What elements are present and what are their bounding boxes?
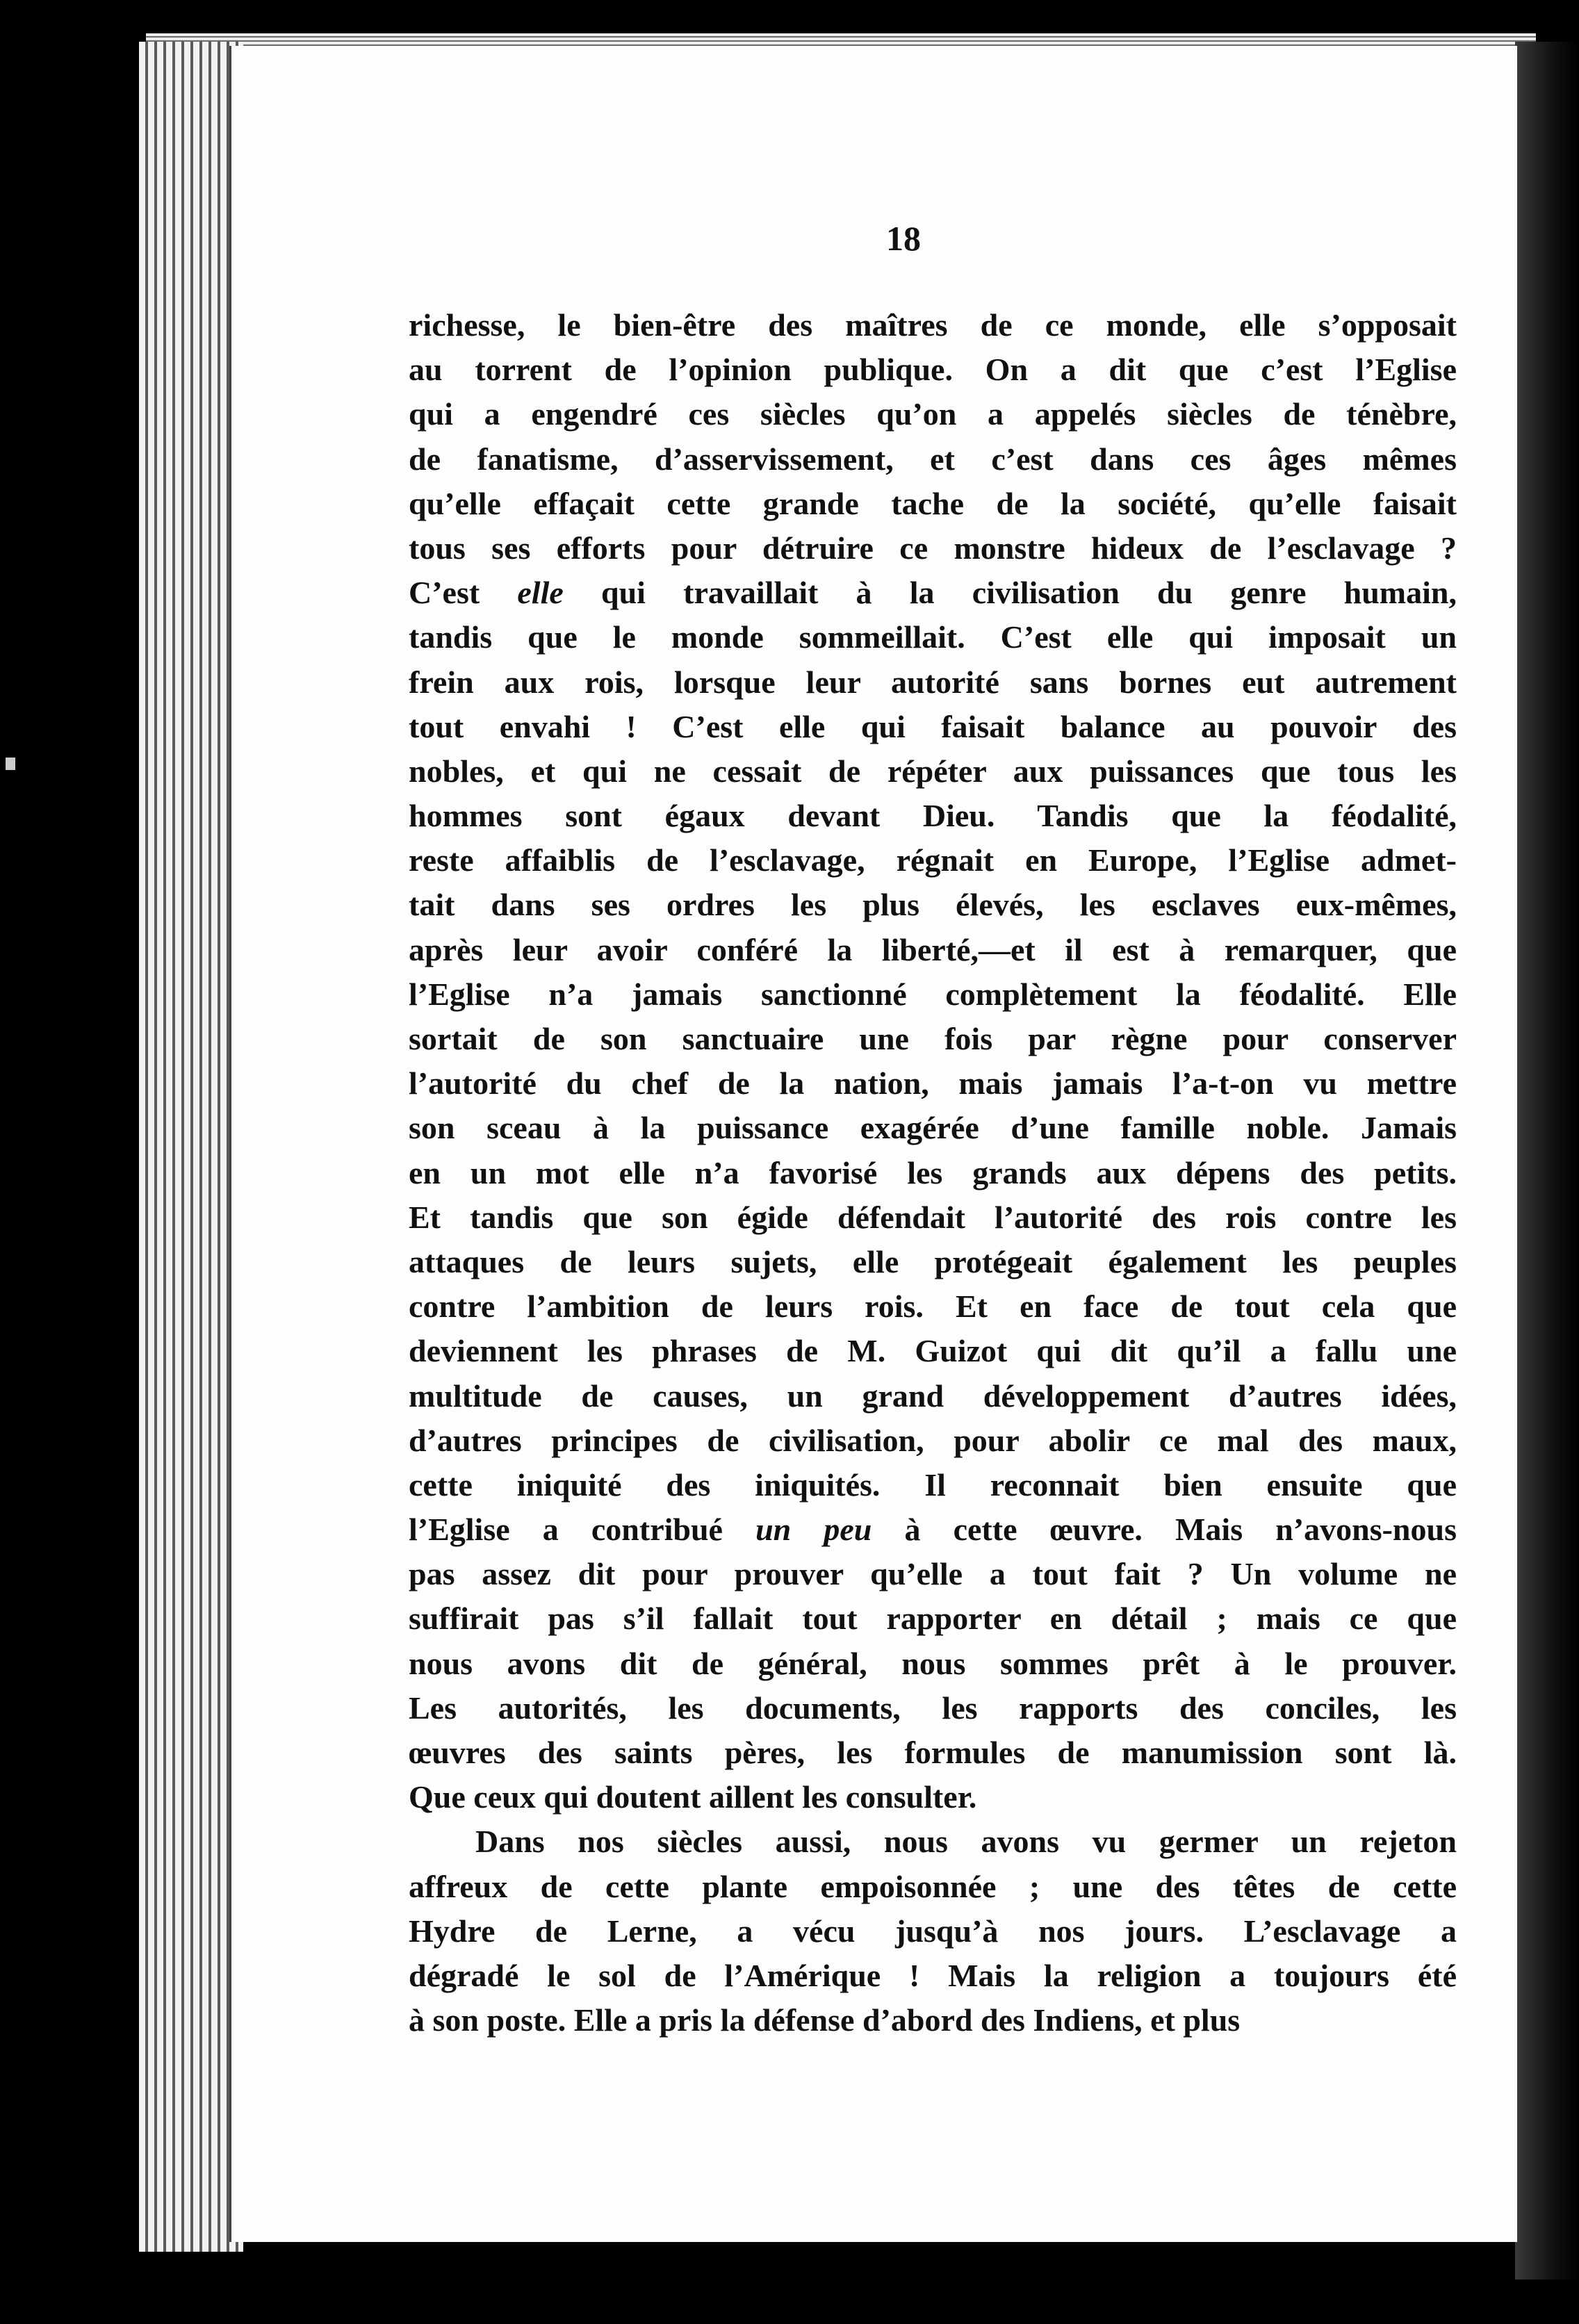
scan-speck — [6, 758, 15, 770]
text-line: suffirait pas s’il fallait tout rapporter en détail ; mais ce que — [409, 1601, 1457, 1637]
text-line: en un mot elle n’a favorisé les grands aux dépens des petits. — [409, 1154, 1457, 1190]
text-line: C’est elle qui travaillait à la civilisation du genre humain, — [409, 575, 1457, 611]
text-line: tandis que le monde sommeillait. C’est elle qui imposait un — [409, 619, 1457, 655]
text-line: deviennent les phrases de M. Guizot qui dit qu’il a fallu une — [409, 1333, 1457, 1369]
text-line: sortait de son sanctuaire une fois par règne pour conserver — [409, 1021, 1457, 1056]
italic-emphasis: un peu — [755, 1512, 872, 1548]
text-line: tout envahi ! C’est elle qui faisait balance au pouvoir des — [409, 708, 1457, 744]
page-number: 18 — [886, 219, 921, 258]
text-line: à son poste. Elle a pris la défense d’abord des Indiens, et plus — [409, 2002, 1241, 2038]
text-line: au torrent de l’opinion publique. On a dit que c’est l’Eglise — [409, 352, 1457, 388]
text-line: nous avons dit de général, nous sommes prêt à le prouver. — [409, 1645, 1457, 1681]
body-text — [409, 303, 1457, 2043]
text-line: d’autres principes de civilisation, pour abolir ce mal des maux, — [409, 1422, 1457, 1458]
text-line: attaques de leurs sujets, elle protégeait également les peuples — [409, 1243, 1457, 1279]
text-line: hommes sont égaux devant Dieu. Tandis que la féodalité, — [409, 798, 1457, 834]
text-line: œuvres des saints pères, les formules de manumission sont là. — [409, 1735, 1457, 1770]
text-line: après leur avoir conféré la liberté,—et il est à remarquer, que — [409, 931, 1457, 967]
text-line: son sceau à la puissance exagérée d’une famille noble. Jamais — [409, 1110, 1457, 1146]
text-line: pas assez dit pour prouver qu’elle a tout fait ? Un volume ne — [409, 1556, 1457, 1592]
italic-emphasis: elle — [517, 575, 564, 611]
text-line: Et tandis que son égide défendait l’autorité des rois contre les — [409, 1199, 1457, 1235]
text-line: affreux de cette plante empoisonnée ; une des têtes de cette — [409, 1868, 1457, 1904]
text-line: tait dans ses ordres les plus élevés, les esclaves eux-mêmes, — [409, 887, 1457, 923]
text-line: richesse, le bien-être des maîtres de ce monde, elle s’opposait — [409, 307, 1457, 343]
text-line: contre l’ambition de leurs rois. Et en face de tout cela que — [409, 1288, 1457, 1325]
text-line: Les autorités, les documents, les rapports des conciles, les — [409, 1689, 1457, 1726]
page-stack-left-edge — [139, 42, 243, 2252]
text-line: l’autorité du chef de la nation, mais jamais l’a-t-on vu mettre — [409, 1065, 1457, 1102]
book-gutter-shadow — [1515, 42, 1579, 2280]
text-line: Hydre de Lerne, a vécu jusqu’à nos jours. L’esclavage a — [409, 1913, 1457, 1949]
text-line: de fanatisme, d’asservissement, et c’est dans ces âges mêmes — [409, 441, 1457, 477]
text-line: l’Eglise n’a jamais sanctionné complètement la féodalité. Elle — [409, 976, 1457, 1012]
text-line: qu’elle effaçait cette grande tache de la société, qu’elle faisait — [409, 485, 1457, 521]
text-line: Dans nos siècles aussi, nous avons vu germer un rejeton — [475, 1824, 1457, 1860]
text-line: l’Eglise a contribué un peu à cette œuvre. Mais n’avons-nous — [409, 1512, 1457, 1548]
text-line: cette iniquité des iniquités. Il reconnait bien ensuite que — [409, 1466, 1457, 1503]
text-line: qui a engendré ces siècles qu’on a appelés siècles de ténèbre, — [409, 396, 1457, 432]
text-line: reste affaiblis de l’esclavage, régnait en Europe, l’Eglise admet- — [409, 842, 1457, 878]
text-line: nobles, et qui ne cessait de répéter aux puissances que tous les — [409, 753, 1457, 789]
text-line: tous ses efforts pour détruire ce monstre hideux de l’esclavage ? — [409, 530, 1457, 566]
text-line: dégradé le sol de l’Amérique ! Mais la religion a toujours été — [409, 1957, 1457, 1993]
text-line: multitude de causes, un grand développement d’autres idées, — [409, 1377, 1457, 1414]
text-line: Que ceux qui doutent aillent les consulter. — [409, 1779, 977, 1815]
text-line: frein aux rois, lorsque leur autorité sans bornes eut autrement — [409, 664, 1457, 700]
